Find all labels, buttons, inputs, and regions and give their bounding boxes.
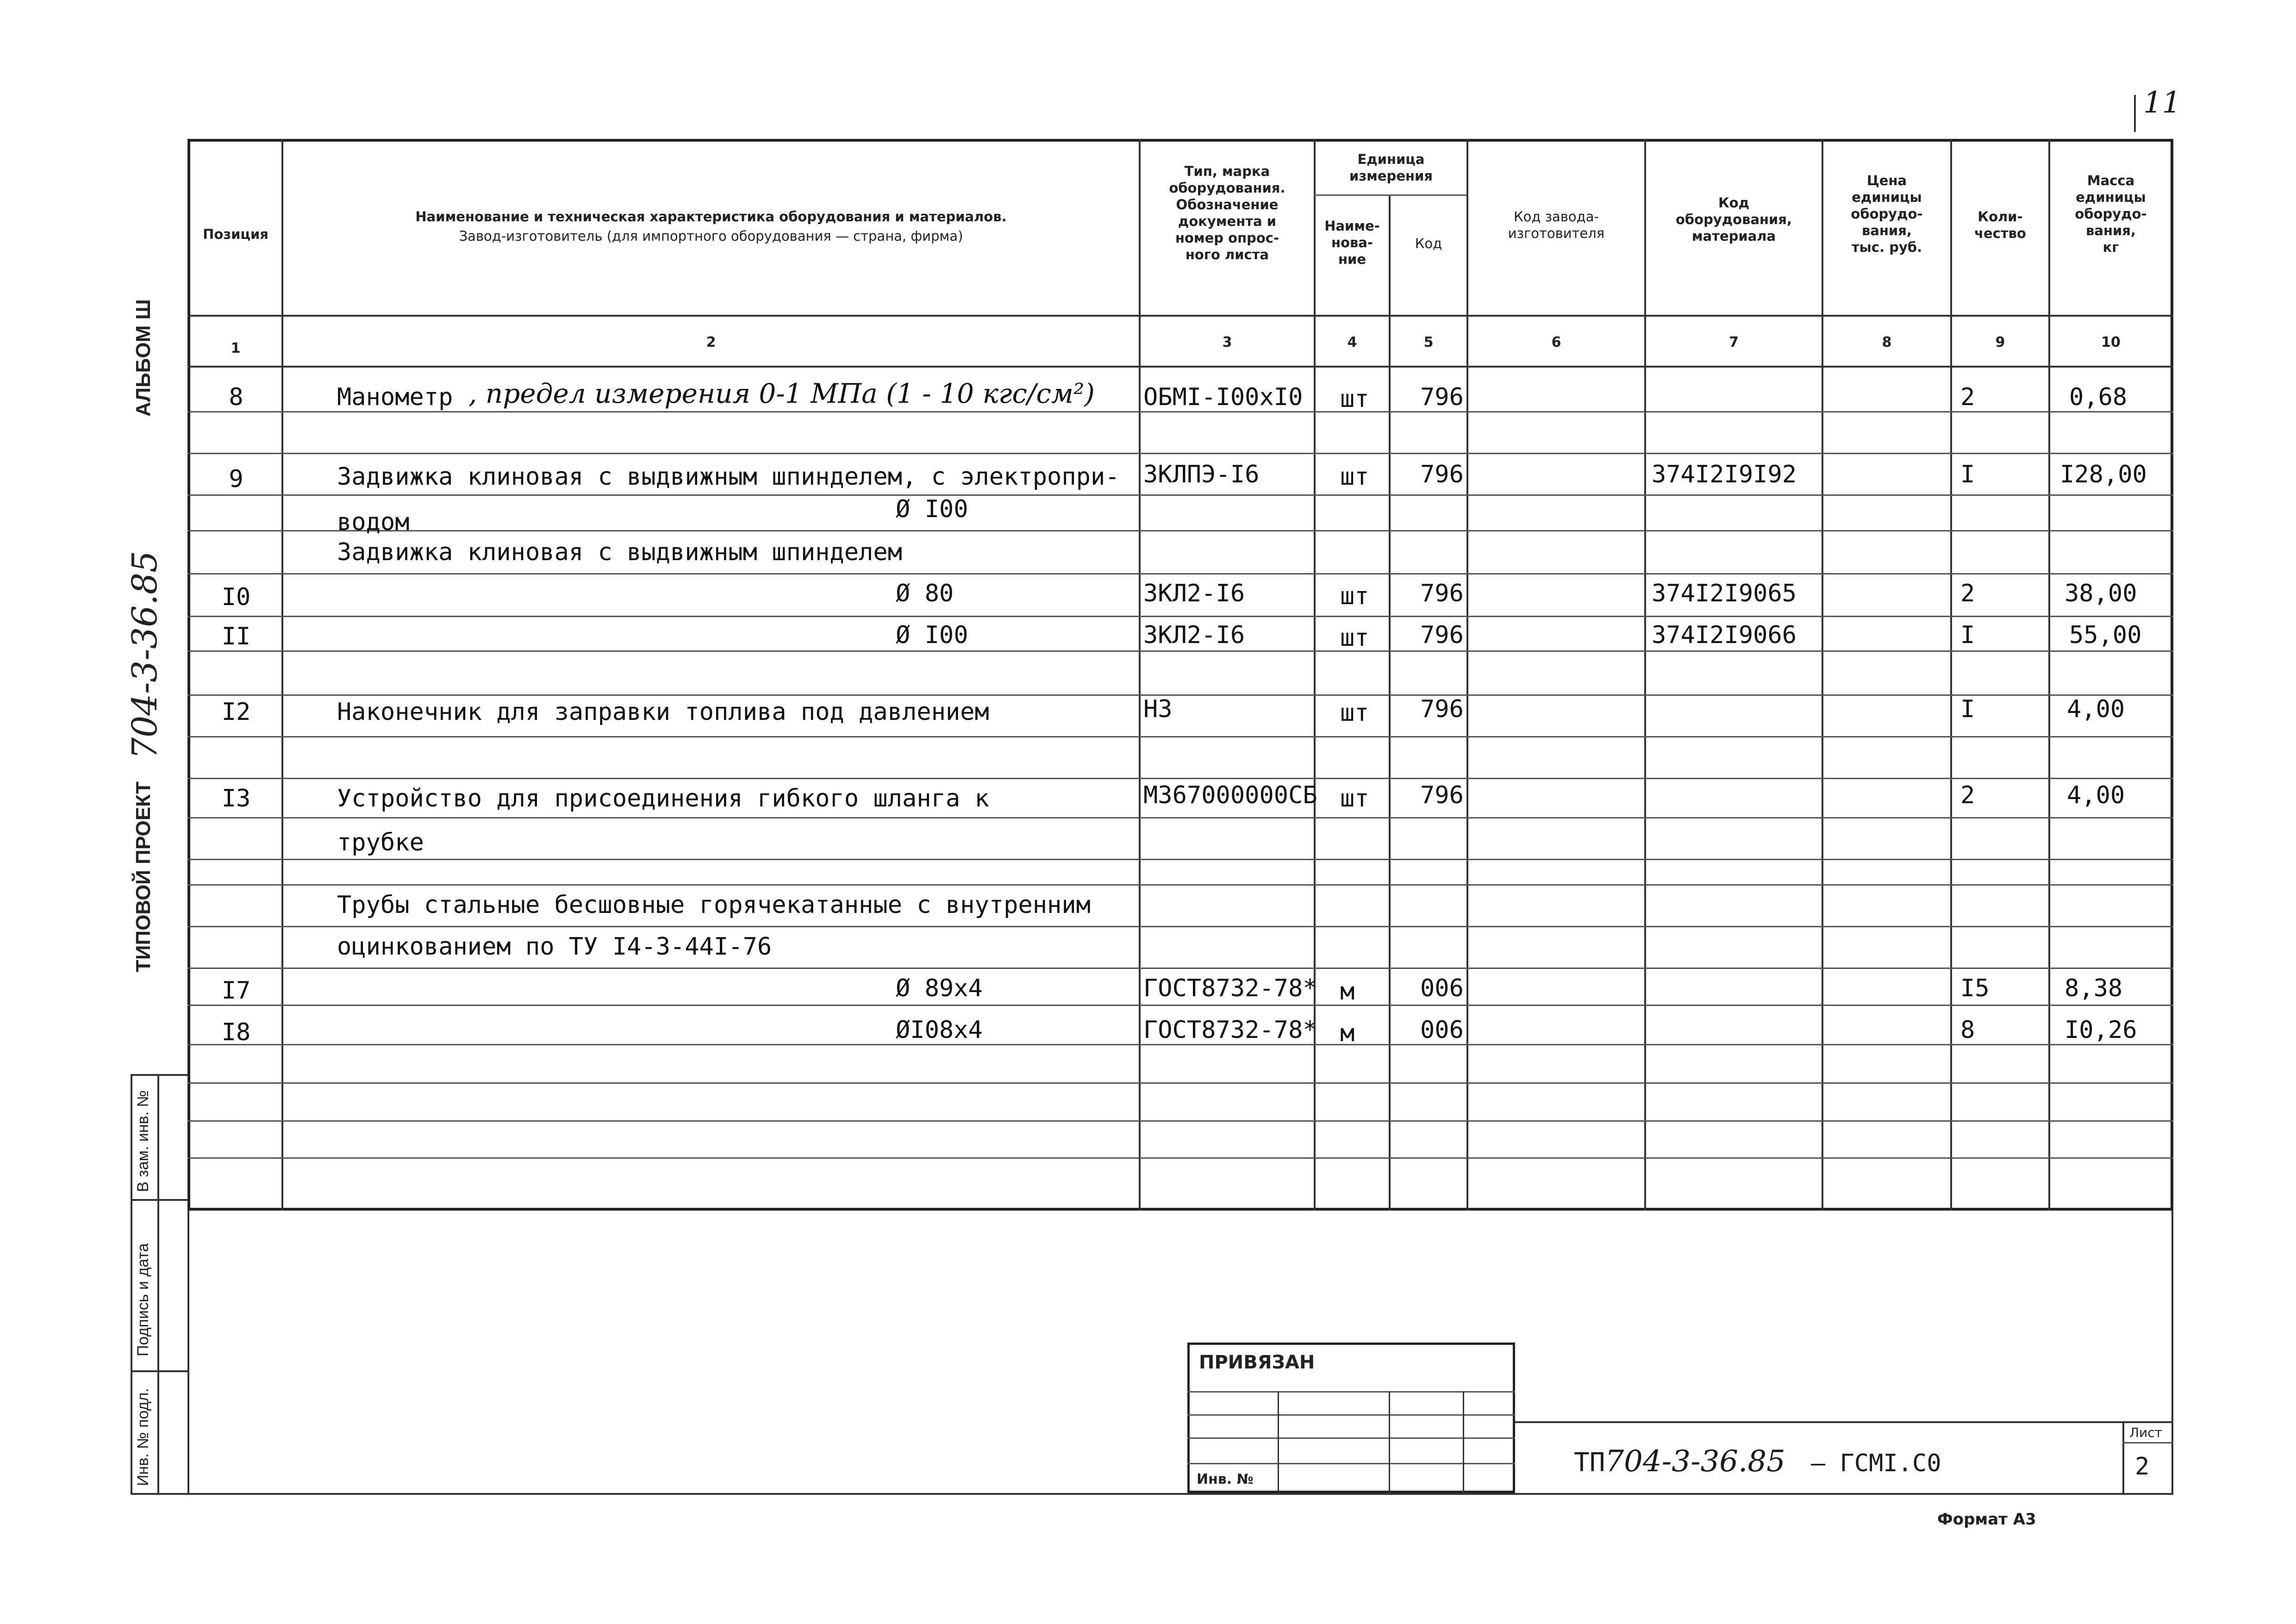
margin-line (131, 1074, 132, 1493)
row-line (187, 573, 2173, 575)
row-line (187, 778, 2173, 779)
row-code: 796 (1420, 621, 1464, 649)
header-mass-line: кг (2103, 239, 2119, 255)
row-mass: I0,26 (2065, 1016, 2137, 1044)
row-line (187, 530, 2173, 531)
col-number: 1 (231, 340, 241, 356)
equipment-table (187, 139, 2173, 1211)
row-line (187, 694, 2173, 696)
header-name-line2: Завод-изготовитель (для импортного оборудования — страна, фирма) (459, 228, 963, 244)
row-name: Задвижка клиновая с выдвижным шпинделем, с электропри- (337, 463, 1120, 491)
row-line (187, 968, 2173, 969)
row-line (187, 736, 2173, 737)
row-line (187, 926, 2173, 927)
title-block-line (2122, 1421, 2124, 1493)
header-unit-name (1316, 218, 1389, 268)
row-diameter: Ø I00 (896, 621, 968, 649)
row-position: II (221, 623, 251, 650)
col-line (1950, 139, 1952, 1211)
row-diameter: Ø 89x4 (896, 974, 983, 1002)
header-unit-name-line: Наиме- (1324, 218, 1380, 234)
row-name: Задвижка клиновая с выдвижным шпинделем (337, 538, 902, 566)
page-mark: 11 (2143, 86, 2181, 120)
col-line (1314, 139, 1316, 1211)
header-qty-line: чество (1974, 225, 2026, 241)
row-name: трубке (337, 829, 424, 856)
row-position: I0 (221, 583, 251, 611)
row-code: 796 (1420, 695, 1464, 723)
header-material-line: материала (1691, 228, 1776, 244)
margin-album: АЛЬБОМ Ш (132, 299, 155, 417)
row-line (187, 411, 2173, 412)
number-row-bottom-line (187, 366, 2173, 368)
doc-code-prefix: ТП (1574, 1448, 1605, 1478)
col-number: 7 (1729, 334, 1739, 350)
col-number: 6 (1551, 334, 1561, 350)
header-unit-name-line: ние (1338, 251, 1366, 267)
row-type: ГОСТ8732-78* (1143, 974, 1317, 1002)
header-unit-group (1316, 151, 1466, 184)
header-mass-line: единицы (2076, 189, 2146, 205)
header-quantity (1952, 208, 2048, 242)
row-qty: I (1960, 695, 1975, 723)
unit-group-line (1314, 194, 1466, 196)
row-diameter: Ø 80 (896, 580, 954, 607)
row-line (187, 1157, 2173, 1159)
row-name: оцинкованием по ТУ I4-3-44I-76 (337, 933, 772, 961)
row-line (187, 1082, 2173, 1084)
col-number: 8 (1882, 334, 1892, 350)
header-price-line: Цена (1866, 173, 1907, 188)
row-line (187, 1120, 2173, 1122)
stamp-line (1187, 1463, 1515, 1464)
row-diameter: ØI08x4 (896, 1016, 983, 1044)
row-position: I2 (221, 698, 251, 726)
row-material-code: 374I2I9065 (1652, 580, 1797, 607)
header-type-line: Обозначение (1176, 197, 1279, 212)
row-mass: 4,00 (2067, 695, 2125, 723)
header-mass (2050, 172, 2171, 256)
row-material-code: 374I2I9I92 (1652, 461, 1797, 488)
row-mass: 8,38 (2065, 974, 2123, 1002)
row-name: Наконечник для заправки топлива под давлением (337, 698, 989, 726)
col-number: 3 (1222, 334, 1232, 350)
sheet-number: 2 (2135, 1453, 2150, 1480)
margin-signature-date: Подпись и дата (134, 1243, 152, 1356)
stamp-line (1463, 1391, 1464, 1493)
row-line (187, 859, 2173, 860)
document-code (1574, 1444, 1941, 1479)
corner-tick (2134, 95, 2136, 132)
stamp-inv: Инв. № (1197, 1471, 1254, 1487)
title-block-top (1515, 1421, 2173, 1423)
header-position: Позиция (203, 226, 268, 242)
header-type-line: оборудования. (1169, 180, 1285, 196)
header-price-line: единицы (1852, 189, 1922, 205)
row-code: 006 (1420, 1016, 1464, 1044)
row-name: водом (337, 508, 410, 536)
margin-project-label: ТИПОВОЙ ПРОЕКТ (132, 781, 155, 972)
sheet-border-left (187, 1211, 189, 1493)
bound-stamp-title: ПРИВЯЗАН (1199, 1352, 1315, 1373)
header-price-line: вания, (1862, 223, 1912, 238)
row-unit: шт (1340, 582, 1369, 610)
margin-project-number: 704-3-36.85 (125, 550, 165, 759)
row-code: 796 (1420, 781, 1464, 809)
paper-format: Формат А3 (1937, 1510, 2036, 1529)
header-material-line: Код (1718, 195, 1750, 211)
header-type-line: Тип, марка (1184, 163, 1270, 179)
row-position: I3 (221, 785, 251, 812)
row-type: 3КЛПЭ-I6 (1143, 461, 1260, 488)
row-unit: м (1340, 978, 1355, 1006)
col-line (2048, 139, 2050, 1211)
col-number: 10 (2101, 334, 2121, 350)
title-block-line (2122, 1442, 2173, 1443)
row-qty: 8 (1960, 1016, 1975, 1044)
row-qty: I5 (1960, 974, 1990, 1002)
row-name: Трубы стальные бесшовные горячекатанные с внутренним (337, 891, 1091, 919)
stamp-line (1187, 1391, 1515, 1393)
header-factory-code (1468, 208, 1644, 242)
col-number: 5 (1423, 334, 1434, 350)
row-mass: 0,68 (2069, 383, 2128, 411)
margin-line (131, 1074, 187, 1076)
row-line (187, 494, 2173, 496)
row-mass: 38,00 (2065, 580, 2137, 607)
header-mass-line: оборудо- (2075, 206, 2147, 222)
header-unit-code: Код (1415, 236, 1442, 251)
row-line (187, 650, 2173, 652)
header-mass-line: Масса (2087, 173, 2135, 188)
row-line (187, 1044, 2173, 1045)
stamp-line (1278, 1391, 1279, 1493)
row-qty: I (1960, 621, 1975, 649)
header-unit-line: Единица (1357, 151, 1425, 167)
row-qty: 2 (1960, 580, 1975, 607)
header-price-line: оборудо- (1851, 206, 1923, 222)
margin-inv-original: Инв. № подл. (134, 1388, 152, 1486)
header-material-code (1646, 194, 1822, 244)
row-line (187, 817, 2173, 818)
row-mass: I28,00 (2060, 461, 2147, 488)
row-line (187, 616, 2173, 617)
header-unit-line: измерения (1349, 168, 1433, 184)
row-type: 3КЛ2-I6 (1143, 621, 1245, 649)
row-type: ГОСТ8732-78* (1143, 1016, 1317, 1044)
col-line (1139, 139, 1141, 1211)
row-qty: 2 (1960, 781, 1975, 809)
row-diameter: Ø I00 (896, 495, 968, 523)
stamp-line (1187, 1414, 1515, 1416)
col-line (1466, 139, 1468, 1211)
row-line (187, 884, 2173, 886)
header-type-line: номер опрос- (1175, 230, 1279, 246)
header-material-line: оборудования, (1675, 212, 1792, 227)
header-qty-line: Коли- (1978, 209, 2023, 225)
header-factory-line: изготовителя (1508, 225, 1605, 241)
row-name-handwritten: , предел измерения 0-1 МПа (1 - 10 кгс/см²) (468, 378, 1095, 409)
row-unit: шт (1340, 785, 1369, 812)
col-line (1644, 139, 1646, 1211)
sheet-border-right (2171, 1211, 2173, 1493)
row-qty: 2 (1960, 383, 1975, 411)
header-type-line: ного листа (1185, 247, 1269, 262)
header-type-line: документа и (1178, 213, 1277, 229)
row-name: Устройство для присоединения гибкого шланга к (337, 785, 989, 812)
header-type-mark (1141, 163, 1314, 263)
header-bottom-line (187, 315, 2173, 317)
row-code: 796 (1420, 580, 1464, 607)
row-code: 006 (1420, 974, 1464, 1002)
col-line (281, 139, 283, 1211)
row-position: 8 (229, 383, 243, 411)
row-name: Манометр (337, 383, 453, 411)
header-price-line: тыс. руб. (1851, 239, 1922, 255)
doc-code-suffix: — ГСМI.С0 (1810, 1449, 1941, 1477)
sheet-label: Лист (2129, 1425, 2162, 1440)
row-position: I7 (221, 977, 251, 1005)
col-number: 2 (706, 334, 716, 350)
row-line (187, 453, 2173, 454)
row-unit: шт (1340, 624, 1369, 652)
col-number: 4 (1347, 334, 1357, 350)
col-line (1822, 139, 1823, 1211)
header-price (1823, 172, 1950, 256)
row-type: ОБМI-I00xI0 (1143, 383, 1303, 411)
row-unit: шт (1340, 463, 1369, 491)
row-material-code: 374I2I9066 (1652, 621, 1797, 649)
row-type: НЗ (1143, 695, 1173, 723)
margin-line (131, 1199, 187, 1201)
row-type: 3КЛ2-I6 (1143, 580, 1245, 607)
row-code: 796 (1420, 461, 1464, 488)
row-mass: 55,00 (2069, 621, 2142, 649)
row-unit: м (1340, 1019, 1355, 1047)
row-position: I8 (221, 1018, 251, 1046)
header-name-line1: Наименование и техническая характеристика оборудования и материалов. (415, 209, 1007, 225)
header-mass-line: вания, (2086, 223, 2136, 238)
row-qty: I (1960, 461, 1975, 488)
row-type: М367000000СБ (1143, 781, 1317, 809)
row-mass: 4,00 (2067, 781, 2125, 809)
row-code: 796 (1420, 383, 1464, 411)
stamp-line (1389, 1391, 1390, 1493)
row-unit: шт (1340, 385, 1369, 413)
doc-code-handwritten: 704-3-36.85 (1605, 1444, 1785, 1479)
margin-line (157, 1074, 159, 1493)
row-position: 9 (229, 465, 243, 493)
col-number: 9 (1995, 334, 2005, 350)
sheet-border-bottom (131, 1493, 2173, 1495)
margin-inv-replace: В зам. инв. № (134, 1090, 152, 1192)
header-unit-name-line: нова- (1331, 235, 1373, 250)
margin-line (131, 1370, 187, 1372)
row-unit: шт (1340, 699, 1369, 727)
header-factory-line: Код завода- (1514, 209, 1599, 225)
row-line (187, 1005, 2173, 1006)
stamp-line (1187, 1437, 1515, 1439)
